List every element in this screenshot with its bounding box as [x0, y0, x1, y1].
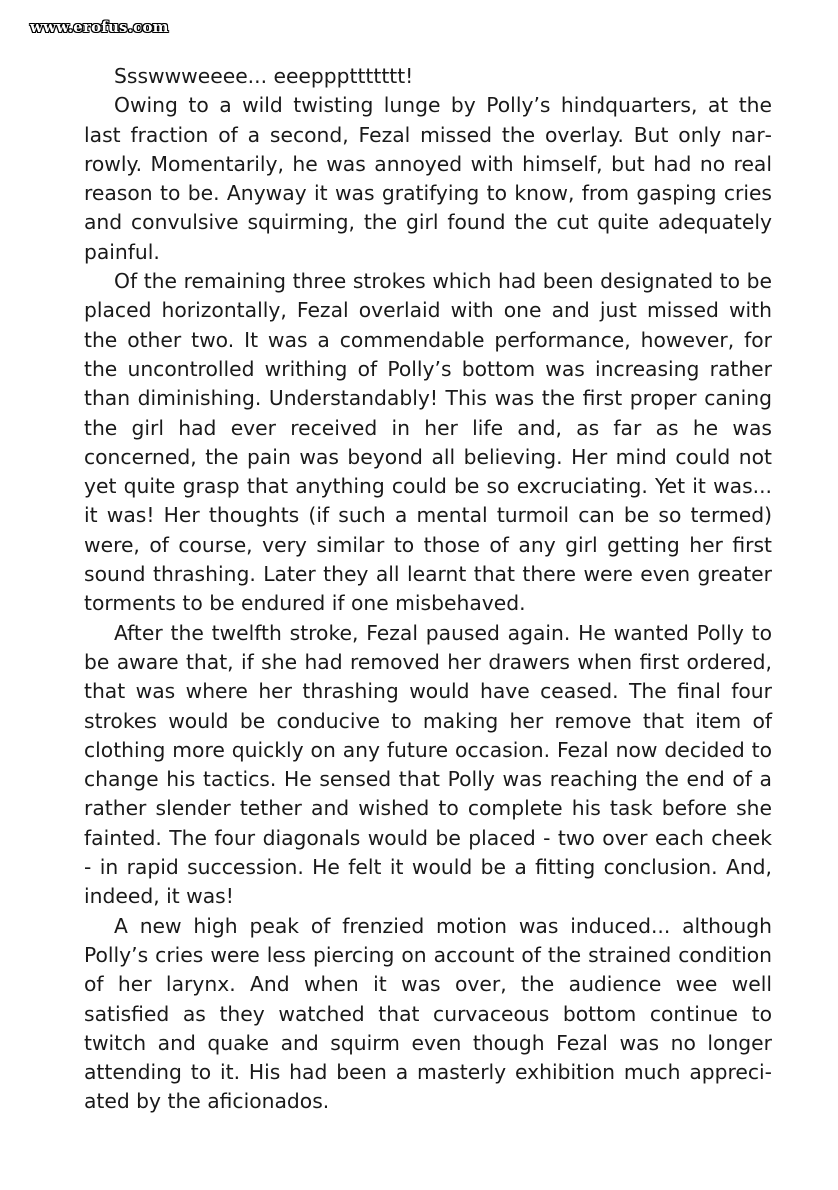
- paragraph: Of the remaining three strokes which had been designated to be placed horizontally, Fezal overlaid with one and just missed with the other two. It was a commendable performance, however, for the uncontrolled writhing of Polly’s bottom was increasing rather than diminishing. Understandably! This was the first proper caning the girl had ever received in her life and, as far as he was concerned, the pain was beyond all believing. Her mind could not yet quite grasp that anything could be so excruciating. Yet it was... it was! Her thoughts (if such a mental turmoil can be so termed) were, of course, very similar to those of any girl getting her first sound thrashing. Later they all learnt that there were even greater torments to be endured if one misbehaved.: [84, 269, 772, 616]
- paragraph: Owing to a wild twisting lunge by Polly’s hindquarters, at the last fraction of a second, Fezal missed the overlay. But only narrowly. Momentarily, he was annoyed with himself, but had no real reason to be. Anyway it was gratifying to know, from gasping cries and convulsive squirming, the girl found the cut quite adequately painful.: [84, 93, 772, 264]
- paragraph: Ssswwweeee... eeepppttttttt!: [114, 64, 414, 88]
- paragraph: After the twelfth stroke, Fezal paused again. He wanted Polly to be aware that, if she had removed her drawers when first ordered, that was where her thrashing would have ceased. The final four strokes would be conducive to making her remove that item of clothing more quickly on any future occasion. Fezal now decided to change his tactics. He sensed that Polly was reaching the end of a rather slender tether and wished to complete his task before she fainted. The four diagonals would be placed - two over each cheek - in rapid succession. He felt it would be a fitting conclusion. And, indeed, it was!: [84, 620, 772, 909]
- paragraph: A new high peak of frenzied motion was induced... although Polly’s cries were less piercing on account of the strained condition of her larynx. And when it was over, the audience wee well satisfied as they watched that curvaceous bottom continue to twitch and quake and squirm even though Fezal was no longer attending to it. His had been a masterly exhibition much appreciated by the aficionados.: [84, 913, 772, 1114]
- book-page-text: [84, 62, 772, 1117]
- site-watermark: www.erofus.com: [30, 18, 169, 36]
